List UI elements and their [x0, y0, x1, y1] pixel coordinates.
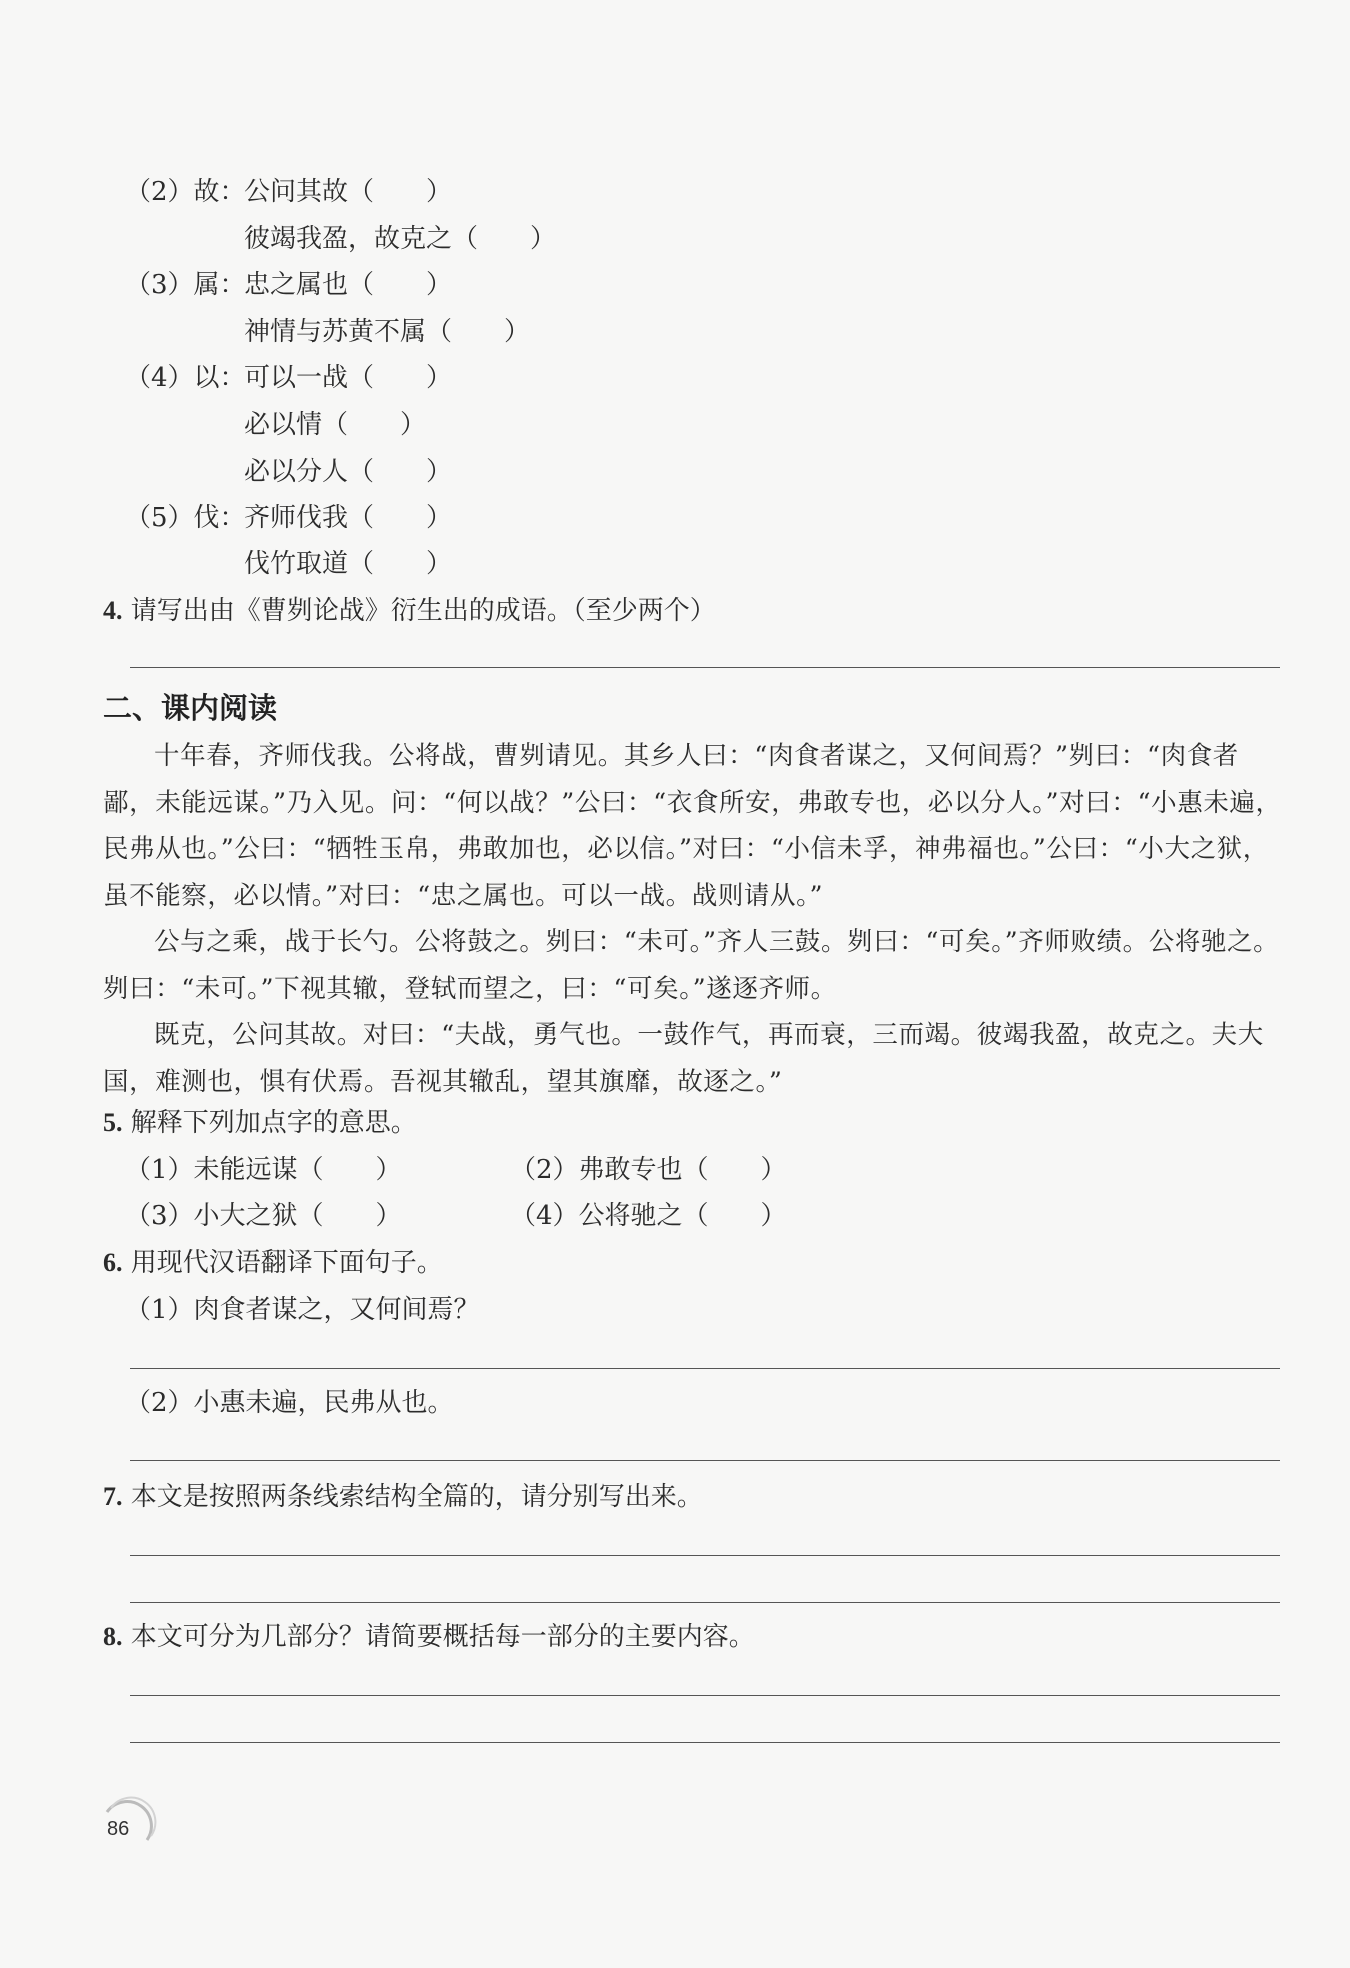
vocab-4-line-1: 可以一战（ ） [244, 363, 453, 393]
vocab-5-line-2: 伐竹取道（ ） [244, 549, 453, 579]
q5-item-1: （1）未能远谋（ ） [125, 1155, 402, 1185]
question-5 [103, 1106, 417, 1140]
question-7-text: 本文是按照两条线索结构全篇的，请分别写出来。 [130, 1482, 703, 1512]
question-7 [103, 1480, 703, 1514]
question-6-text: 用现代汉语翻译下面句子。 [130, 1248, 443, 1278]
question-8 [103, 1620, 755, 1654]
answer-line-q4[interactable] [130, 667, 1280, 668]
answer-line-q6-1[interactable] [130, 1368, 1280, 1369]
section-heading: 二、课内阅读 [103, 691, 278, 725]
answer-line-q8-2[interactable] [130, 1742, 1280, 1743]
passage-paragraph-3: 既克，公问其故。对曰：“夫战，勇气也。一鼓作气，再而衰，三而竭。彼竭我盈，故克之。夫大国，难测也，惧有伏焉。吾视其辙乱，望其旗靡，故逐之。” [103, 1020, 1264, 1097]
passage-paragraph-1: 十年春，齐师伐我。公将战，曹刿请见。其乡人曰：“肉食者谋之，又何间焉？”刿曰：“肉食者鄙，未能远谋。”乃入见。问：“何以战？”公曰：“衣食所安，弗敢专也，必以分人。”对曰：“小惠未遍，民弗从也。”公曰：“牺牲玉帛，弗敢加也，必以信。”对曰：“小信未孚，神弗福也。”公曰：“小大之狱，虽不能察，必以情。”对曰：“忠之属也。可以一战。战则请从。” [103, 741, 1282, 911]
question-6 [103, 1246, 443, 1280]
q5-item-3: （3）小大之狱（ ） [125, 1201, 402, 1231]
q5-item-2: （2）弗敢专也（ ） [510, 1155, 787, 1185]
vocab-3-line-2: 神情与苏黄不属（ ） [244, 317, 531, 347]
vocab-3-head: （3）属： [125, 270, 246, 300]
classical-passage [103, 733, 1283, 1105]
question-8-number: 8. [103, 1622, 123, 1651]
passage-paragraph-2: 公与之乘，战于长勺。公将鼓之。刿曰：“未可。”齐人三鼓。刿曰：“可矣。”齐师败绩。公将驰之。刿曰：“未可。”下视其辙，登轼而望之，曰：“可矣。”遂逐齐师。 [103, 927, 1280, 1004]
vocab-2-line-1: 公问其故（ ） [244, 177, 453, 207]
question-6-number: 6. [103, 1248, 123, 1277]
q5-item-4: （4）公将驰之（ ） [510, 1201, 787, 1231]
vocab-2-head: （2）故： [125, 177, 246, 207]
answer-line-q7-2[interactable] [130, 1602, 1280, 1603]
q6-item-1: （1）肉食者谋之，又何间焉？ [125, 1295, 480, 1325]
question-5-number: 5. [103, 1108, 123, 1137]
vocab-5-line-1: 齐师伐我（ ） [244, 503, 453, 533]
vocab-3-line-1: 忠之属也（ ） [244, 270, 453, 300]
vocab-4-line-3: 必以分人（ ） [244, 457, 453, 487]
q6-item-2: （2）小惠未遍，民弗从也。 [125, 1388, 454, 1418]
question-7-number: 7. [103, 1482, 123, 1511]
question-4 [103, 594, 716, 628]
question-4-number: 4. [103, 596, 123, 625]
answer-line-q7-1[interactable] [130, 1555, 1280, 1556]
question-4-text: 请写出由《曹刿论战》衍生出的成语。（至少两个） [130, 596, 716, 626]
question-8-text: 本文可分为几部分？请简要概括每一部分的主要内容。 [130, 1622, 755, 1652]
answer-line-q8-1[interactable] [130, 1695, 1280, 1696]
page-number: 86 [107, 1818, 130, 1840]
question-5-text: 解释下列加点字的意思。 [130, 1108, 417, 1138]
vocab-2-line-2: 彼竭我盈，故克之（ ） [244, 224, 557, 254]
vocab-5-head: （5）伐： [125, 503, 246, 533]
vocab-4-line-2: 必以情（ ） [244, 410, 427, 440]
answer-line-q6-2[interactable] [130, 1460, 1280, 1461]
vocab-4-head: （4）以： [125, 363, 246, 393]
